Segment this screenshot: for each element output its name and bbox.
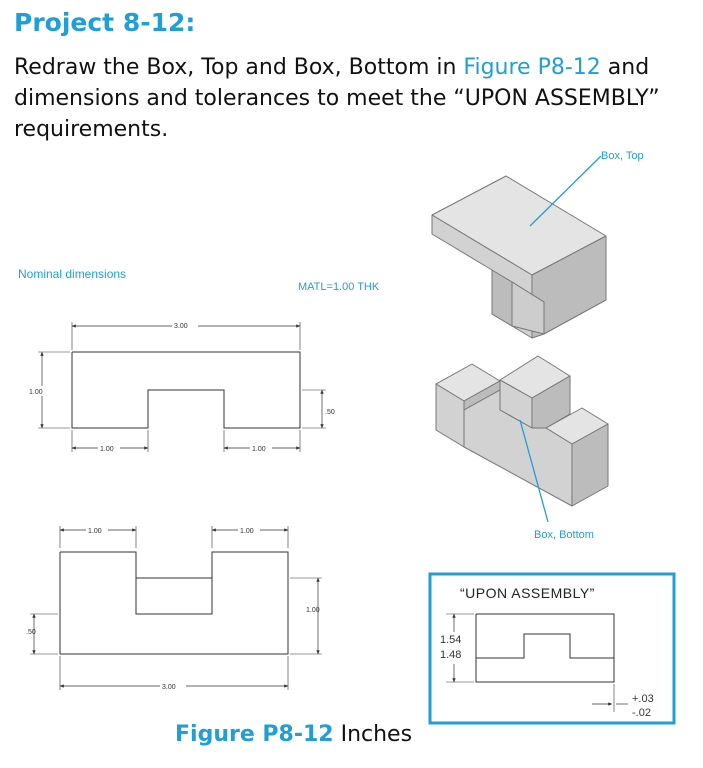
top-view-drawing bbox=[38, 322, 326, 452]
top-view-overall-dim: 3.00 bbox=[174, 323, 188, 330]
box-top-isometric bbox=[432, 176, 606, 338]
bottom-view-left-dim: 1.00 bbox=[88, 528, 102, 535]
upon-assembly-panel bbox=[430, 574, 674, 723]
instructions-text: Redraw the Box, Top and Box, Bottom in bbox=[14, 55, 464, 80]
top-view-height-dim: 1.00 bbox=[29, 389, 43, 396]
top-view-left-dim: 1.00 bbox=[100, 446, 114, 453]
figure-caption bbox=[175, 722, 412, 747]
top-view-outline bbox=[72, 352, 300, 428]
instructions-text-end: and dimensions and tolerances to meet the “UPON ASSEMBLY” requirements. bbox=[14, 55, 660, 142]
assembly-min-dim: 1.48 bbox=[440, 649, 462, 661]
bottom-view-outline bbox=[60, 552, 288, 654]
material-thickness-label: MATL=1.00 THK bbox=[298, 281, 380, 293]
figure-reference: Figure P8-12 bbox=[463, 55, 601, 80]
bottom-view-step-dim: .50 bbox=[26, 629, 36, 636]
top-view-slot-dim: .50 bbox=[325, 409, 335, 416]
assembly-tol-plus: +.03 bbox=[632, 693, 654, 705]
nominal-dimensions-label: Nominal dimensions bbox=[18, 267, 127, 281]
page-title: Project 8-12: bbox=[14, 8, 196, 37]
box-top-label: Box, Top bbox=[601, 150, 644, 162]
bottom-view-overall-dim: 3.00 bbox=[162, 684, 176, 691]
bottom-view-drawing bbox=[30, 526, 322, 690]
assembly-max-dim: 1.54 bbox=[440, 634, 462, 646]
box-bottom-isometric bbox=[436, 356, 608, 506]
top-view-right-dim: 1.00 bbox=[252, 446, 266, 453]
figure-number: Figure P8-12 bbox=[175, 722, 334, 747]
box-bottom-label: Box, Bottom bbox=[534, 529, 594, 541]
assembly-tol-minus: -.02 bbox=[632, 707, 651, 719]
upon-assembly-title: “UPON ASSEMBLY” bbox=[460, 585, 595, 601]
bottom-view-right-dim: 1.00 bbox=[240, 528, 254, 535]
bottom-view-height-dim: 1.00 bbox=[306, 607, 320, 614]
figure-units: Inches bbox=[333, 722, 413, 747]
